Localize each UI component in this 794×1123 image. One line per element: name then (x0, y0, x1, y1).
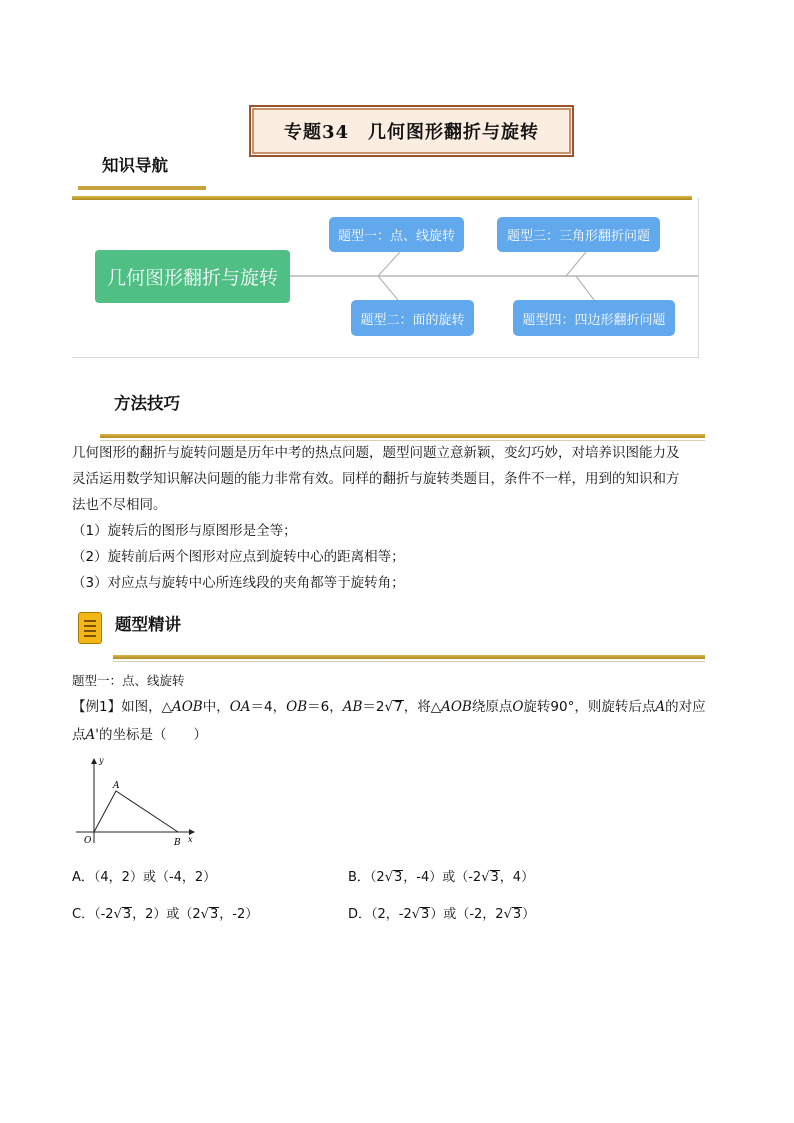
option-text: （2，-2 (371, 907, 412, 922)
sqrt-radical: √ (113, 907, 122, 922)
method-point-3: （3）对应点与旋转中心所连线段的夹角都等于旋转角； (72, 575, 405, 591)
math-var: A' (85, 727, 99, 743)
mindmap-node-type3: 题型三：三角形翻折问题 (497, 217, 660, 252)
option-c[interactable] (72, 903, 258, 922)
triangle-figure (70, 755, 200, 850)
section-divider (100, 434, 705, 438)
x-axis-label: x (188, 835, 193, 844)
sqrt-radicand: 3 (512, 907, 522, 922)
option-text: ，-2） (219, 907, 259, 922)
text: ＝4， (250, 699, 287, 715)
text: 的坐标是（ ） (98, 727, 207, 743)
text: ＝6， (307, 699, 343, 715)
point-o-label: O (84, 836, 92, 846)
text: ，将 (403, 699, 431, 715)
option-text: ，4） (499, 870, 535, 885)
type1-heading: 题型一：点、线旋转 (72, 673, 185, 688)
option-text: ，-4）或（-2 (403, 870, 482, 885)
option-label: D． (348, 907, 372, 922)
sqrt-radical: √ (481, 870, 490, 885)
method-point-1: （1）旋转后的图形与原图形是全等； (72, 523, 297, 539)
paragraph-line: 法也不尽相同。 (72, 497, 167, 513)
sqrt-radical: √ (200, 907, 209, 922)
triangle-aob (94, 791, 178, 832)
math-var: O (512, 699, 524, 715)
sqrt-radicand: 7 (394, 699, 403, 715)
point-a-label: A (113, 781, 120, 791)
option-text: ，2）或（2 (132, 907, 201, 922)
option-text: （4，2）或（-4，2） (93, 870, 217, 885)
paragraph-line: 几何图形的翻折与旋转问题是历年中考的热点问题，题型问题立意新颖，变幻巧妙，对培养识图能力及 (72, 445, 680, 461)
option-a[interactable] (72, 866, 216, 885)
sqrt-radicand: 3 (209, 907, 219, 922)
mindmap-node-type2: 题型二：面的旋转 (351, 300, 474, 336)
text: ＝2 (362, 699, 385, 715)
option-label: B． (348, 870, 370, 885)
sqrt-radical: √ (411, 907, 421, 922)
option-b[interactable] (348, 866, 534, 885)
mindmap-node-type1: 题型一：点、线旋转 (329, 217, 464, 252)
sqrt-radical: √ (384, 870, 393, 885)
math-var: △AOB (430, 699, 472, 715)
math-var: OB (286, 699, 308, 715)
method-point-2: （2）旋转前后两个图形对应点到旋转中心的距离相等； (72, 549, 405, 565)
math-var: OA (229, 699, 251, 715)
sqrt-radical: √ (384, 699, 394, 715)
option-label: C． (72, 907, 95, 922)
text: 如图， (121, 699, 162, 715)
option-text: （-2 (94, 907, 114, 922)
mindmap-node-type4: 题型四：四边形翻折问题 (513, 300, 675, 336)
example-label: 【例1】 (72, 699, 122, 715)
sqrt-radicand: 3 (421, 907, 430, 922)
page-title-text: 专题34 几何图形翻折与旋转 (283, 122, 540, 143)
section-heading-types: 题型精讲 (115, 615, 181, 634)
option-text: ） (522, 907, 536, 922)
notebook-icon (78, 612, 102, 644)
math-var: AB (342, 699, 363, 715)
text: 中， (202, 699, 230, 715)
method-paragraph (72, 440, 732, 596)
text: 旋转90°，则旋转后点 (523, 699, 656, 715)
paragraph-line: 灵活运用数学知识解决问题的能力非常有效。同样的翻折与旋转类题目，条件不一样，用到的知识和方 (72, 471, 680, 487)
math-var: △AOB (161, 699, 203, 715)
sqrt-radicand: 3 (394, 870, 403, 885)
example-1-line1 (72, 694, 706, 720)
point-b-label: B (174, 838, 181, 848)
text: 绕原点 (471, 699, 513, 715)
text: 点 (72, 727, 86, 743)
option-text: ）或（-2，2 (430, 907, 504, 922)
option-d[interactable] (348, 903, 535, 922)
example-1-line2 (72, 722, 207, 748)
option-text: （2 (369, 870, 385, 885)
mindmap-root-node: 几何图形翻折与旋转 (95, 250, 290, 303)
section-divider (113, 655, 705, 659)
sqrt-radicand: 3 (490, 870, 499, 885)
option-label: A． (72, 870, 94, 885)
mindmap-connectors (0, 0, 794, 400)
section-heading-nav: 知识导航 (102, 156, 168, 175)
section-heading-method: 方法技巧 (114, 394, 180, 413)
section-divider-shadow (113, 661, 705, 662)
math-var: A (655, 699, 666, 715)
sqrt-radicand: 3 (122, 907, 132, 922)
text: 的对应 (665, 699, 706, 715)
y-axis-label: y (99, 756, 104, 765)
sqrt-radical: √ (503, 907, 512, 922)
